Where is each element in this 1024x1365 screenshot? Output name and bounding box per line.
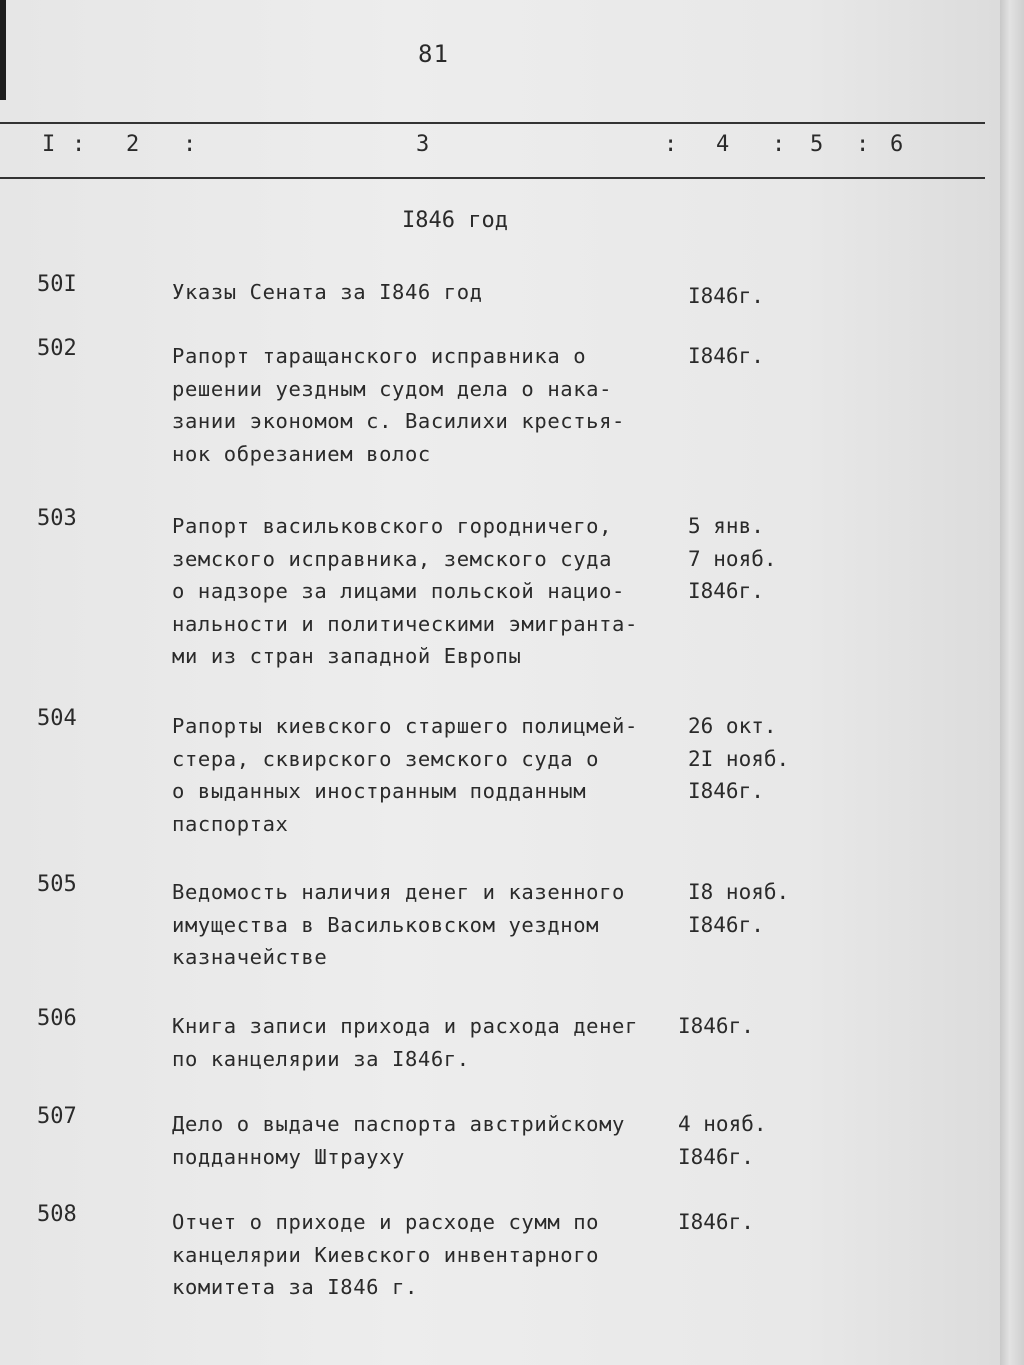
entry-description: Ведомость наличия денег и казенного имущества в Васильковском уездном казначействе [172,880,625,969]
column-header-2: 2 [126,132,140,157]
entry-date: 4 нояб. I846г. [678,1112,767,1169]
entry-description: Дело о выдаче паспорта австрийскому подданному Штрауху [172,1112,625,1169]
entry-number: 502 [37,336,77,361]
entry-number: 503 [37,506,77,531]
column-separator: : [772,132,786,157]
entry-description: Указы Сената за I846 год [172,280,483,304]
entry-description: Рапорты киевского старшего полицмей- стера, сквирского земского суда о о выданных иностранным подданным паспортах [172,714,638,836]
column-separator: : [183,132,197,157]
column-header-5: 5 [810,132,824,157]
entry-date: I846г. [678,1014,754,1038]
entry-date: I846г. [688,284,764,308]
entry-number: 50I [37,272,77,297]
column-header-6: 6 [890,132,904,157]
entry-number: 505 [37,872,77,897]
column-header-1: I [42,132,56,157]
entry-number: 506 [37,1006,77,1031]
entry-description: Книга записи прихода и расхода денег по канцелярии за I846г. [172,1014,638,1071]
entry-date: 5 янв. 7 нояб. I846г. [688,514,777,603]
entry-date: I846г. [678,1210,754,1234]
entry-date: I846г. [688,344,764,368]
column-separator: : [856,132,870,157]
header-bottom-rule [0,177,985,179]
entry-description: Рапорт таращанского исправника о решении уездным судом дела о нака- зании экономом с. Василихи крестья- нок обрезанием волос [172,344,625,466]
header-top-rule [0,122,985,124]
next-page-edge [1000,0,1024,1365]
section-title: I846 год [402,208,508,233]
column-header-3: 3 [416,132,430,157]
entry-date: 26 окт. 2I нояб. I846г. [688,714,790,803]
entry-number: 508 [37,1202,77,1227]
entry-description: Рапорт васильковского городничего, земского исправника, земского суда о надзоре за лицами польской нацио- нальности и политическими эмигранта- ми из стран западной Европы [172,514,638,668]
entry-number: 507 [37,1104,77,1129]
column-separator: : [72,132,86,157]
entry-description: Отчет о приходе и расходе сумм по канцелярии Киевского инвентарного комитета за I846 г. [172,1210,600,1299]
entry-number: 504 [37,706,77,731]
binder-mark [0,0,6,100]
column-header-4: 4 [716,132,730,157]
page-number: 81 [418,40,449,68]
entry-date: I8 нояб. I846г. [688,880,790,937]
column-separator: : [664,132,678,157]
